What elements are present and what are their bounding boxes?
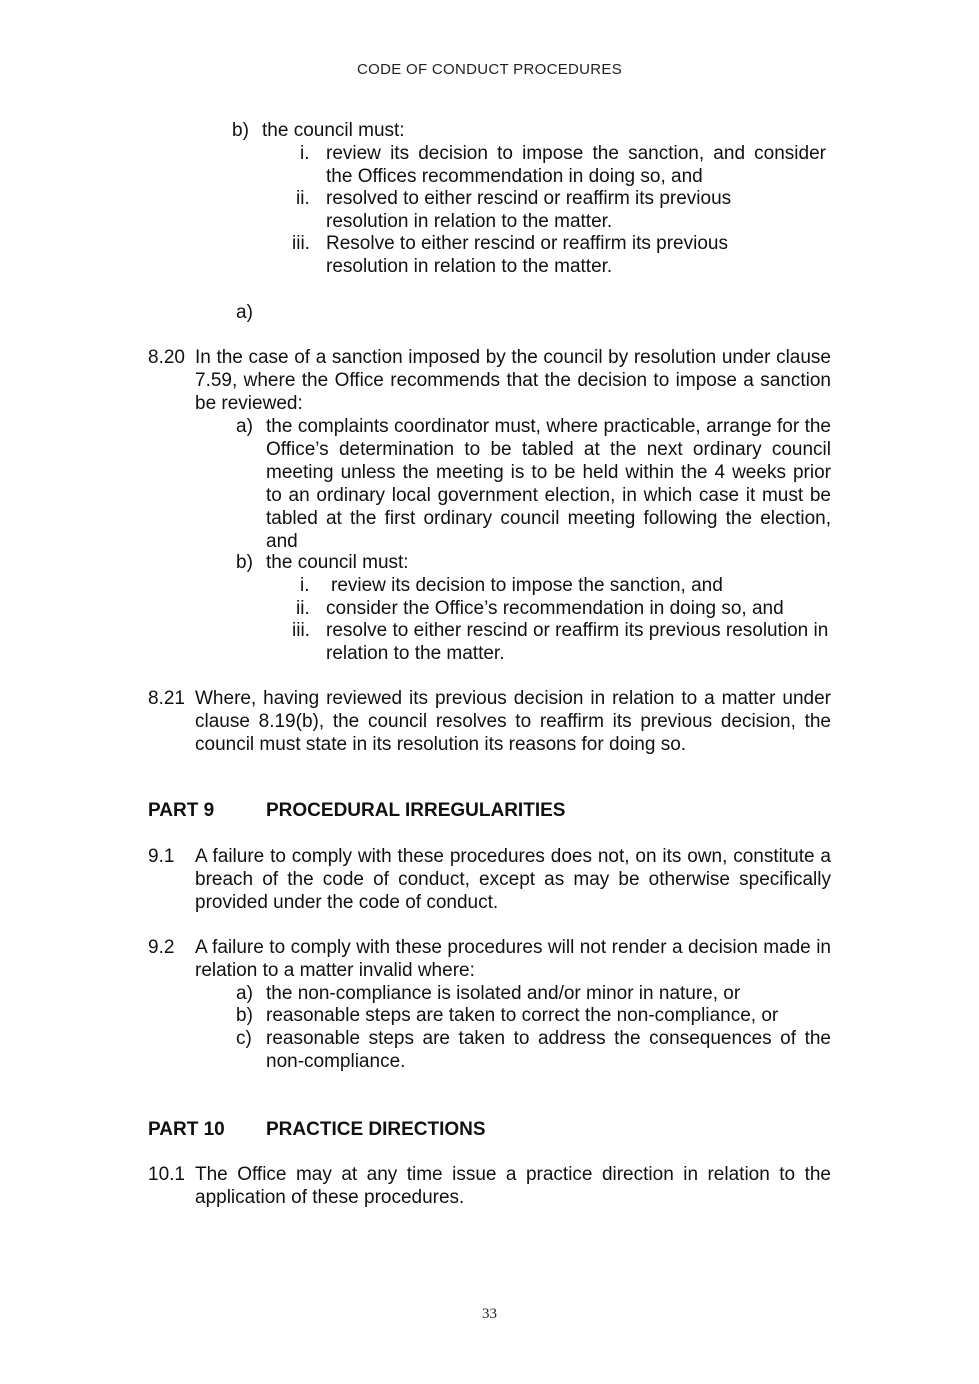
roman-item-text: review its decision to impose the sanction, and	[331, 575, 723, 596]
roman-label: ii.	[296, 188, 310, 209]
roman-label: iii.	[292, 620, 310, 641]
clause-number: 8.20	[148, 347, 185, 368]
list-label-c: c)	[236, 1028, 252, 1049]
part-label: PART 9	[148, 800, 215, 821]
list-item-text: the non-compliance is isolated and/or minor in nature, or	[266, 983, 741, 1004]
part-title: PRACTICE DIRECTIONS	[266, 1119, 486, 1140]
roman-label: i.	[300, 575, 310, 596]
clause-text: Where, having reviewed its previous decision in relation to a matter under clause 8.19(b), the council resolves to reaffirm its previous decision, the council must state in its resolution its reasons for doing so.	[195, 688, 831, 755]
clause-number: 10.1	[148, 1164, 185, 1185]
clause-text: A failure to comply with these procedures will not render a decision made in relation to a matter invalid where:	[195, 937, 831, 981]
roman-item-text: Resolve to either rescind or reaffirm its previous resolution in relation to the matter.	[326, 233, 728, 277]
list-label-a: a)	[236, 302, 253, 323]
list-label-a: a)	[236, 416, 253, 437]
roman-item-text: resolved to either rescind or reaffirm its previous resolution in relation to the matter.	[326, 188, 732, 232]
list-label-a: a)	[236, 983, 253, 1004]
list-item-text: the complaints coordinator must, where practicable, arrange for the Office’s determination to be tabled at the next ordinary council meeting unless the meeting is to be held within the 4 weeks prior to an ordinary local government election, in which case it must be tabled at the first ordinary council meeting following the election, and	[266, 416, 831, 552]
clause-number: 8.21	[148, 688, 185, 709]
list-item-text: reasonable steps are taken to address the consequences of the non-compliance.	[266, 1028, 831, 1072]
roman-label: iii.	[292, 233, 310, 254]
clause-number: 9.2	[148, 937, 175, 958]
page-number: 33	[482, 1306, 497, 1322]
list-item-text: the council must:	[262, 120, 405, 141]
list-label-b: b)	[232, 120, 249, 141]
clause-text: A failure to comply with these procedures does not, on its own, constitute a breach of the code of conduct, except as may be otherwise specifically provided under the code of conduct.	[195, 846, 831, 913]
list-label-b: b)	[236, 1005, 253, 1026]
list-label-b: b)	[236, 552, 253, 573]
clause-number: 9.1	[148, 846, 175, 867]
page-header: CODE OF CONDUCT PROCEDURES	[356, 61, 623, 78]
clause-text: The Office may at any time issue a practice direction in relation to the application of these procedures.	[195, 1164, 831, 1208]
part-label: PART 10	[148, 1119, 225, 1140]
roman-label: i.	[300, 143, 310, 164]
list-item-text: the council must:	[266, 552, 409, 573]
roman-item-text: consider the Office’s recommendation in doing so, and	[326, 598, 784, 619]
clause-text: In the case of a sanction imposed by the council by resolution under clause 7.59, where the Office recommends that the decision to impose a sanction be reviewed:	[195, 347, 831, 414]
roman-item-text: resolve to either rescind or reaffirm its previous resolution in relation to the matter.	[326, 620, 829, 664]
part-title: PROCEDURAL IRREGULARITIES	[266, 800, 566, 821]
roman-item-text: review its decision to impose the sanction, and consider the Offices recommendation in doing so, and	[326, 143, 826, 187]
list-item-text: reasonable steps are taken to correct the non-compliance, or	[266, 1005, 779, 1026]
roman-label: ii.	[296, 598, 310, 619]
